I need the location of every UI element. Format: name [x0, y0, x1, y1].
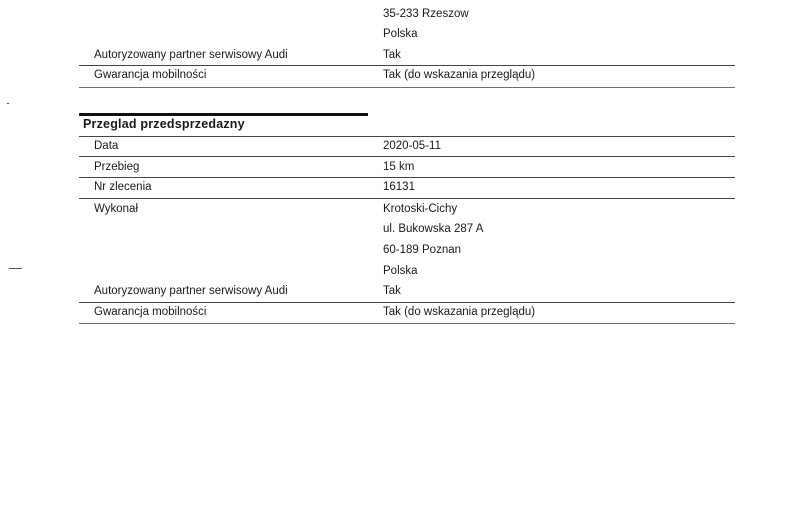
- mobility-label: Gwarancja mobilności: [94, 69, 207, 81]
- workshop-address-line: 35-233 Rzeszow: [383, 8, 469, 20]
- section-title: Przeglad przedsprzedazny: [83, 117, 245, 131]
- row-divider: [79, 156, 735, 157]
- row-divider: [79, 136, 735, 137]
- row-divider: [79, 198, 735, 199]
- section-heading-bar: [79, 113, 368, 116]
- date-label: Data: [94, 140, 119, 152]
- performed-by-label: Wykonał: [94, 203, 138, 215]
- row-divider: [79, 323, 735, 324]
- row-divider: [79, 177, 735, 178]
- scan-mark: [7, 103, 9, 104]
- order-number-label: Nr zlecenia: [94, 181, 152, 193]
- row-divider: [79, 87, 735, 88]
- partner-value: Tak: [383, 285, 401, 297]
- mobility-value: Tak (do wskazania przeglądu): [383, 306, 536, 318]
- workshop-street: ul. Bukowska 287 A: [383, 223, 484, 235]
- scan-mark: [9, 268, 22, 269]
- row-divider: [79, 302, 735, 303]
- partner-value: Tak: [383, 49, 401, 61]
- partner-label: Autoryzowany partner serwisowy Audi: [94, 49, 288, 61]
- workshop-country: Polska: [383, 28, 418, 40]
- row-divider: [79, 65, 735, 66]
- mobility-value: Tak (do wskazania przeglądu): [383, 69, 536, 81]
- order-number-value: 16131: [383, 181, 415, 193]
- workshop-city: 60-189 Poznan: [383, 244, 462, 256]
- mobility-label: Gwarancja mobilności: [94, 306, 207, 318]
- mileage-value: 15 km: [383, 161, 415, 173]
- partner-label: Autoryzowany partner serwisowy Audi: [94, 285, 288, 297]
- date-value: 2020-05-11: [383, 140, 441, 152]
- performed-by-value: Krotoski-Cichy: [383, 203, 458, 215]
- mileage-label: Przebieg: [94, 161, 140, 173]
- workshop-country: Polska: [383, 265, 418, 277]
